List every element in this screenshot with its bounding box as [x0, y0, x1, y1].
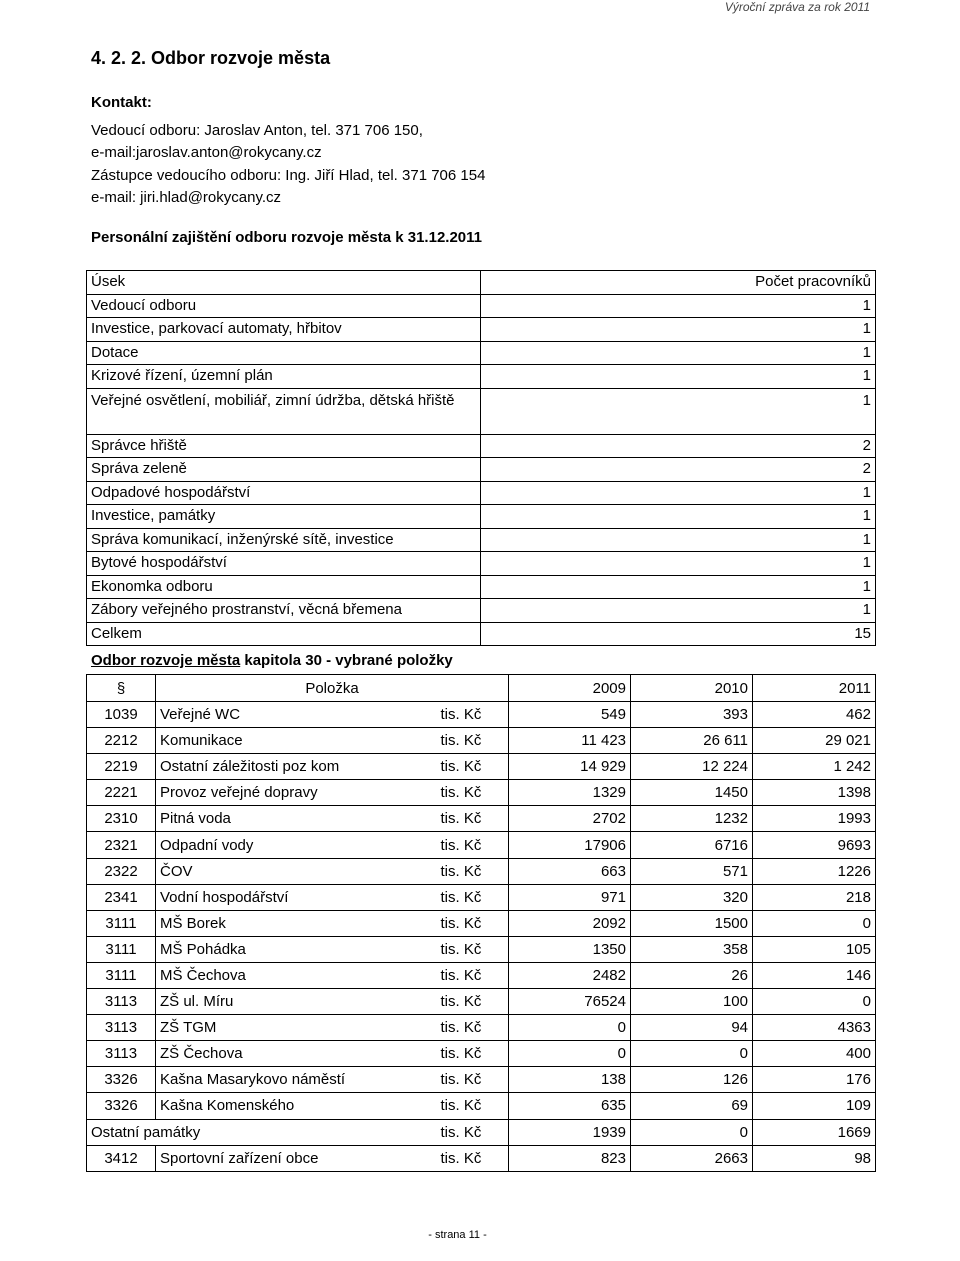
unit-cell: tis. Kč	[437, 832, 509, 858]
table-row	[87, 832, 876, 858]
value-2009-cell: 971	[509, 884, 631, 910]
staff-section-cell: Vedoucí odboru	[87, 294, 481, 318]
staff-section-cell: Krizové řízení, územní plán	[87, 365, 481, 389]
table-row	[87, 962, 876, 988]
contact-line: e-mail: jiri.hlad@rokycany.cz	[91, 188, 281, 206]
value-2010-cell: 1232	[631, 806, 753, 832]
value-2009-cell: 0	[509, 1041, 631, 1067]
unit-cell: tis. Kč	[437, 989, 509, 1015]
unit-cell: tis. Kč	[437, 1067, 509, 1093]
value-2010-cell: 0	[631, 1041, 753, 1067]
staff-section-cell: Odpadové hospodářství	[87, 481, 481, 505]
value-2009-cell: 549	[509, 702, 631, 728]
column-header-year-2009: 2009	[509, 675, 631, 702]
table-header-row	[87, 271, 876, 295]
staff-section-cell: Veřejné osvětlení, mobiliář, zimní údržba, dětská hřiště	[87, 388, 481, 434]
paragraph-cell: 2341	[87, 884, 156, 910]
value-2011-cell: 4363	[753, 1015, 876, 1041]
staff-section-cell: Správce hřiště	[87, 434, 481, 458]
paragraph-cell: 3326	[87, 1067, 156, 1093]
staff-count-cell: 1	[481, 318, 876, 342]
item-name-cell: ZŠ Čechova	[156, 1041, 437, 1067]
staff-count-cell: 15	[481, 622, 876, 646]
unit-cell: tis. Kč	[437, 936, 509, 962]
column-header-item: Položka	[156, 675, 509, 702]
paragraph-cell: 3412	[87, 1145, 156, 1171]
staff-section-cell: Ekonomka odboru	[87, 575, 481, 599]
unit-cell: tis. Kč	[437, 884, 509, 910]
table-row	[87, 575, 876, 599]
value-2009-cell: 138	[509, 1067, 631, 1093]
value-2011-cell: 0	[753, 910, 876, 936]
table-row	[87, 528, 876, 552]
staff-section-cell: Celkem	[87, 622, 481, 646]
value-2011-cell: 98	[753, 1145, 876, 1171]
paragraph-cell: 3113	[87, 1041, 156, 1067]
paragraph-cell: 3113	[87, 989, 156, 1015]
contact-label: Kontakt:	[91, 94, 152, 111]
unit-cell: tis. Kč	[437, 858, 509, 884]
table-row	[87, 318, 876, 342]
item-name-cell: Veřejné WC	[156, 702, 437, 728]
table-row	[87, 505, 876, 529]
value-2010-cell: 26 611	[631, 728, 753, 754]
unit-cell: tis. Kč	[437, 1119, 509, 1145]
value-2010-cell: 69	[631, 1093, 753, 1119]
unit-cell: tis. Kč	[437, 754, 509, 780]
table-row	[87, 728, 876, 754]
paragraph-cell: 2322	[87, 858, 156, 884]
value-2009-cell: 635	[509, 1093, 631, 1119]
staff-count-cell: 1	[481, 365, 876, 389]
staff-table	[86, 270, 876, 646]
value-2010-cell: 12 224	[631, 754, 753, 780]
paragraph-cell: 3111	[87, 936, 156, 962]
value-2011-cell: 218	[753, 884, 876, 910]
table-row	[87, 481, 876, 505]
value-2011-cell: 1226	[753, 858, 876, 884]
paragraph-cell: 2219	[87, 754, 156, 780]
staff-count-cell: 1	[481, 552, 876, 576]
value-2010-cell: 0	[631, 1119, 753, 1145]
table-row	[87, 936, 876, 962]
staff-count-cell: 1	[481, 505, 876, 529]
item-name-cell: Pitná voda	[156, 806, 437, 832]
unit-cell: tis. Kč	[437, 728, 509, 754]
table-row	[87, 599, 876, 623]
value-2010-cell: 1450	[631, 780, 753, 806]
table-header-row	[87, 675, 876, 702]
value-2011-cell: 462	[753, 702, 876, 728]
value-2009-cell: 2702	[509, 806, 631, 832]
table-row	[87, 294, 876, 318]
value-2009-cell: 2092	[509, 910, 631, 936]
value-2011-cell: 400	[753, 1041, 876, 1067]
value-2009-cell: 76524	[509, 989, 631, 1015]
value-2009-cell: 14 929	[509, 754, 631, 780]
budget-table	[86, 674, 876, 1172]
staff-section-cell: Správa zeleně	[87, 458, 481, 482]
value-2009-cell: 1350	[509, 936, 631, 962]
item-name-cell: ZŠ TGM	[156, 1015, 437, 1041]
value-2009-cell: 823	[509, 1145, 631, 1171]
paragraph-cell: 3111	[87, 910, 156, 936]
staff-count-cell: 2	[481, 434, 876, 458]
value-2010-cell: 94	[631, 1015, 753, 1041]
table-row	[87, 458, 876, 482]
staff-count-cell: 1	[481, 294, 876, 318]
item-name-cell: MŠ Pohádka	[156, 936, 437, 962]
staff-section-cell: Zábory veřejného prostranství, věcná břemena	[87, 599, 481, 623]
staff-section-cell: Dotace	[87, 341, 481, 365]
value-2009-cell: 17906	[509, 832, 631, 858]
paragraph-cell: 3113	[87, 1015, 156, 1041]
value-2010-cell: 571	[631, 858, 753, 884]
unit-cell: tis. Kč	[437, 1093, 509, 1119]
staff-section-cell: Investice, parkovací automaty, hřbitov	[87, 318, 481, 342]
value-2011-cell: 1993	[753, 806, 876, 832]
paragraph-cell: 3111	[87, 962, 156, 988]
value-2009-cell: 11 423	[509, 728, 631, 754]
item-name-cell: ZŠ ul. Míru	[156, 989, 437, 1015]
value-2011-cell: 1 242	[753, 754, 876, 780]
staff-count-cell: 1	[481, 575, 876, 599]
staff-count-cell: 1	[481, 528, 876, 552]
value-2010-cell: 393	[631, 702, 753, 728]
paragraph-cell: 2310	[87, 806, 156, 832]
value-2010-cell: 126	[631, 1067, 753, 1093]
item-name-cell: Komunikace	[156, 728, 437, 754]
staff-count-cell: 1	[481, 481, 876, 505]
value-2009-cell: 1939	[509, 1119, 631, 1145]
table-row	[87, 1067, 876, 1093]
unit-cell: tis. Kč	[437, 702, 509, 728]
table-row	[87, 622, 876, 646]
staff-count-cell: 2	[481, 458, 876, 482]
value-2011-cell: 176	[753, 1067, 876, 1093]
value-2009-cell: 1329	[509, 780, 631, 806]
unit-cell: tis. Kč	[437, 910, 509, 936]
value-2011-cell: 1669	[753, 1119, 876, 1145]
value-2009-cell: 0	[509, 1015, 631, 1041]
value-2011-cell: 1398	[753, 780, 876, 806]
table-row	[87, 1119, 876, 1145]
staff-count-cell: 1	[481, 341, 876, 365]
unit-cell: tis. Kč	[437, 1145, 509, 1171]
report-title: Výroční zpráva za rok 2011	[724, 0, 870, 14]
value-2010-cell: 2663	[631, 1145, 753, 1171]
value-2010-cell: 100	[631, 989, 753, 1015]
budget-heading-chapter: kapitola 30 - vybrané položky	[244, 652, 453, 669]
item-name-cell: Vodní hospodářství	[156, 884, 437, 910]
table-row	[87, 552, 876, 576]
item-name-cell: Ostatní záležitosti poz kom	[156, 754, 437, 780]
table-row	[87, 1041, 876, 1067]
value-2011-cell: 109	[753, 1093, 876, 1119]
paragraph-cell: 2221	[87, 780, 156, 806]
contact-block	[91, 120, 485, 209]
column-header-count: Počet pracovníků	[481, 271, 876, 295]
contact-line: Zástupce vedoucího odboru: Ing. Jiří Hlad, tel. 371 706 154	[91, 166, 486, 184]
table-row	[87, 989, 876, 1015]
item-name-cell: Ostatní památky	[87, 1119, 437, 1145]
section-title: 4. 2. 2. Odbor rozvoje města	[91, 48, 331, 68]
item-name-cell: Kašna Masarykovo náměstí	[156, 1067, 437, 1093]
table-row	[87, 434, 876, 458]
staff-heading: Personální zajištění odboru rozvoje města k 31.12.2011	[91, 229, 482, 246]
staff-section-cell: Investice, památky	[87, 505, 481, 529]
item-name-cell: Odpadní vody	[156, 832, 437, 858]
table-row	[87, 858, 876, 884]
column-header-year-2011: 2011	[753, 675, 876, 702]
paragraph-cell: 3326	[87, 1093, 156, 1119]
table-row	[87, 1145, 876, 1171]
value-2010-cell: 358	[631, 936, 753, 962]
table-row	[87, 702, 876, 728]
value-2011-cell: 0	[753, 989, 876, 1015]
item-name-cell: MŠ Borek	[156, 910, 437, 936]
value-2011-cell: 105	[753, 936, 876, 962]
table-row	[87, 910, 876, 936]
item-name-cell: Provoz veřejné dopravy	[156, 780, 437, 806]
value-2009-cell: 663	[509, 858, 631, 884]
paragraph-cell: 2321	[87, 832, 156, 858]
table-row	[87, 884, 876, 910]
table-row	[87, 388, 876, 434]
item-name-cell: Sportovní zařízení obce	[156, 1145, 437, 1171]
staff-count-cell: 1	[481, 388, 876, 434]
unit-cell: tis. Kč	[437, 1015, 509, 1041]
budget-heading	[91, 652, 453, 669]
value-2010-cell: 1500	[631, 910, 753, 936]
value-2010-cell: 6716	[631, 832, 753, 858]
table-row	[87, 754, 876, 780]
value-2011-cell: 146	[753, 962, 876, 988]
staff-section-cell: Bytové hospodářství	[87, 552, 481, 576]
unit-cell: tis. Kč	[437, 962, 509, 988]
column-header-paragraph: §	[87, 675, 156, 702]
budget-heading-department: Odbor rozvoje města	[91, 652, 241, 669]
value-2011-cell: 9693	[753, 832, 876, 858]
table-row	[87, 365, 876, 389]
table-row	[87, 1093, 876, 1119]
value-2011-cell: 29 021	[753, 728, 876, 754]
item-name-cell: ČOV	[156, 858, 437, 884]
value-2009-cell: 2482	[509, 962, 631, 988]
paragraph-cell: 2212	[87, 728, 156, 754]
table-row	[87, 806, 876, 832]
unit-cell: tis. Kč	[437, 806, 509, 832]
column-header-section: Úsek	[87, 271, 481, 295]
contact-line: Vedoucí odboru: Jaroslav Anton, tel. 371 706 150,	[91, 122, 423, 139]
unit-cell: tis. Kč	[437, 1041, 509, 1067]
item-name-cell: MŠ Čechova	[156, 962, 437, 988]
paragraph-cell: 1039	[87, 702, 156, 728]
table-row	[87, 780, 876, 806]
item-name-cell: Kašna Komenského	[156, 1093, 437, 1119]
staff-section-cell: Správa komunikací, inženýrské sítě, investice	[87, 528, 481, 552]
column-header-year-2010: 2010	[631, 675, 753, 702]
staff-count-cell: 1	[481, 599, 876, 623]
unit-cell: tis. Kč	[437, 780, 509, 806]
value-2010-cell: 320	[631, 884, 753, 910]
page-number: - strana 11 -	[428, 1229, 487, 1241]
contact-line: e-mail:jaroslav.anton@rokycany.cz	[91, 144, 322, 162]
table-row	[87, 1015, 876, 1041]
value-2010-cell: 26	[631, 962, 753, 988]
table-row	[87, 341, 876, 365]
